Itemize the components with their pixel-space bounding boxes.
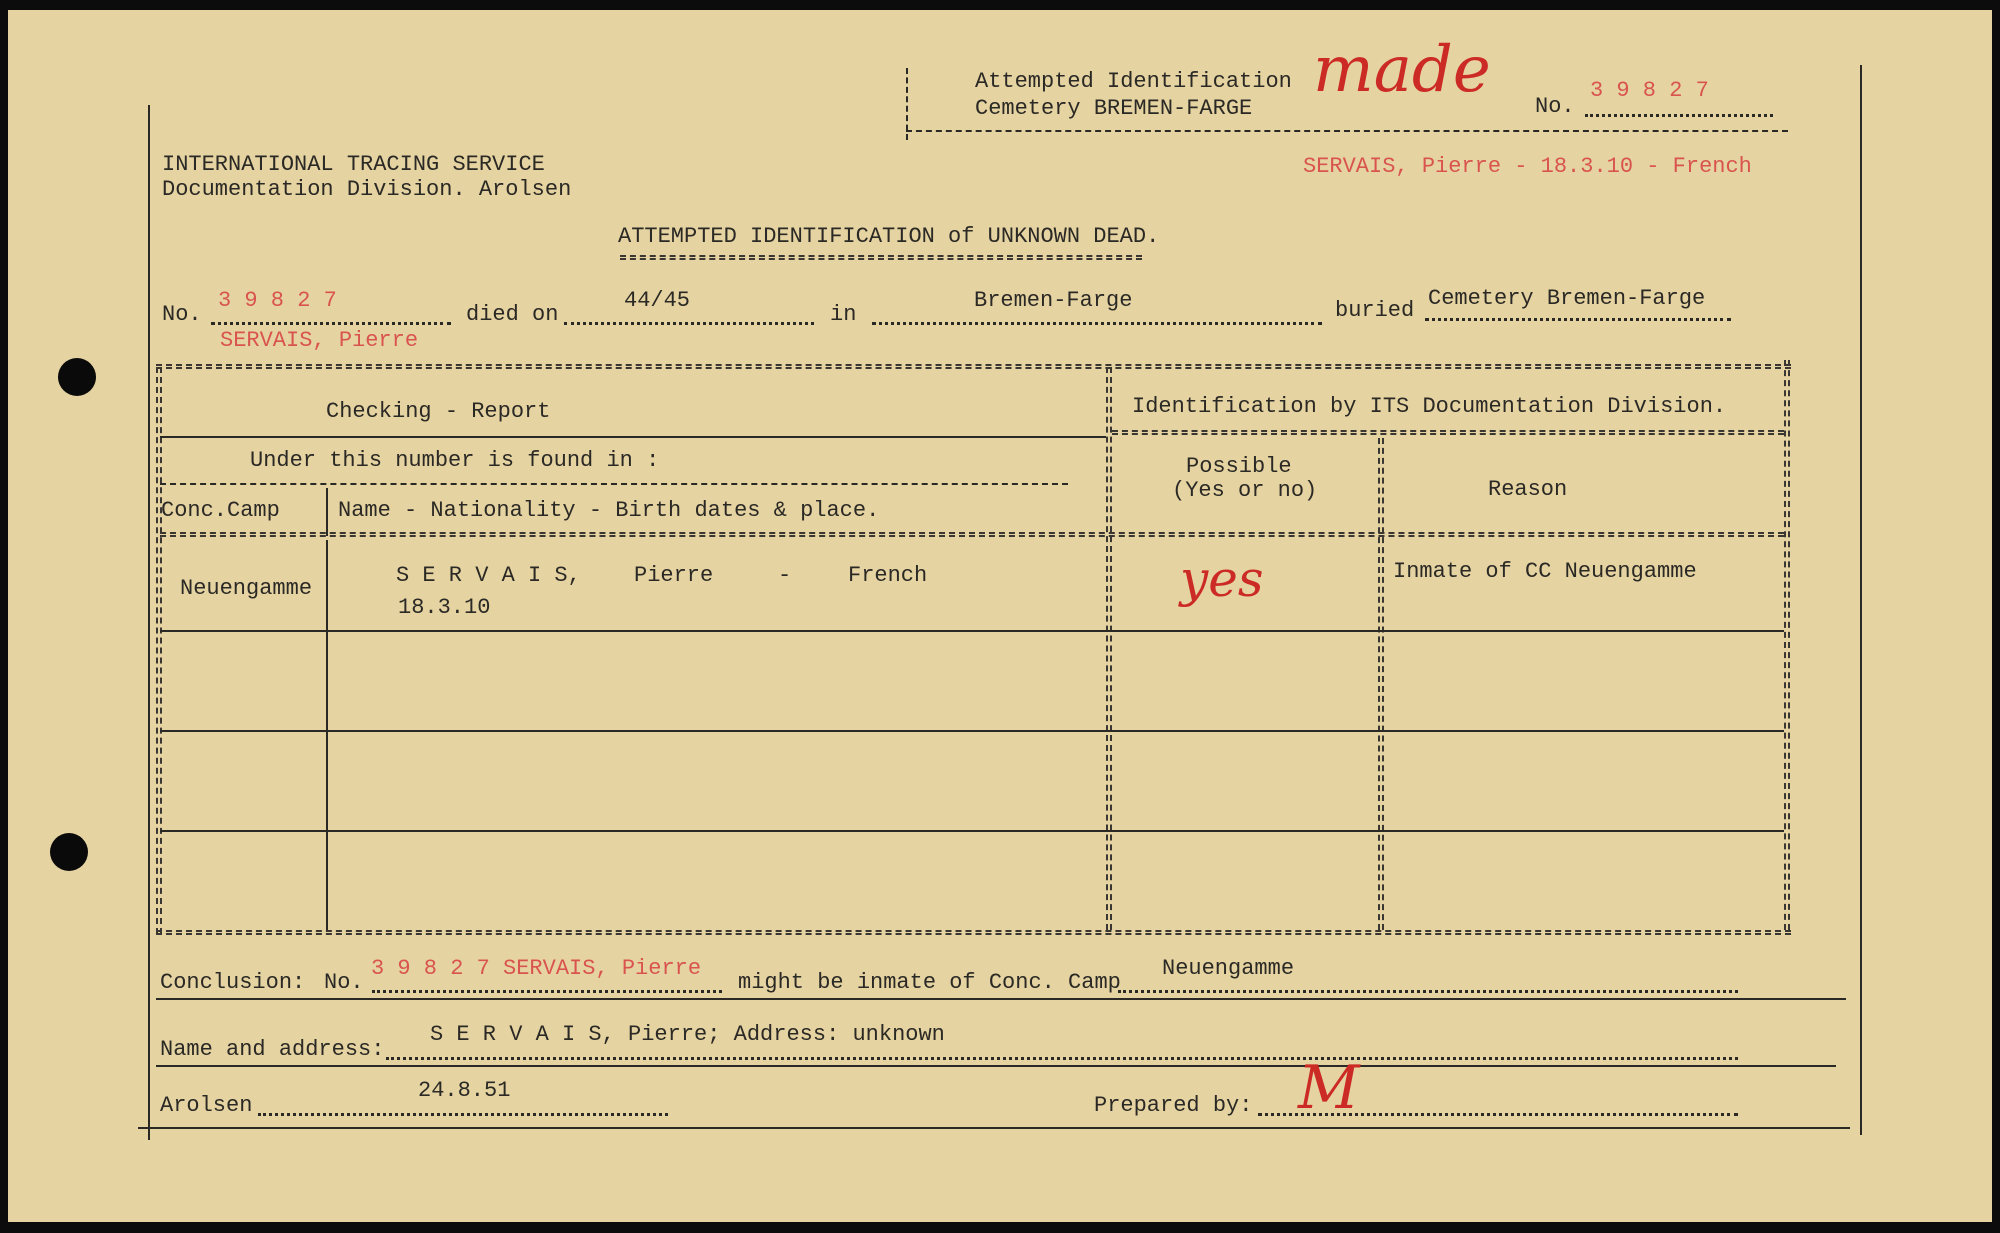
- row1-birth: 18.3.10: [398, 595, 491, 620]
- prepared-by-label: Prepared by:: [1094, 1093, 1253, 1118]
- conclusion-no-value: 3 9 8 2 7 SERVAIS, Pierre: [371, 956, 702, 981]
- conclusion-camp-dots: [1118, 990, 1738, 993]
- arolsen-dots: [258, 1113, 668, 1116]
- died-on-dots: [564, 322, 814, 325]
- row1-possible-handwritten: yes: [1180, 550, 1264, 608]
- row-sep-2: [160, 730, 1784, 732]
- table-right-border: [1784, 360, 1790, 930]
- name-address-label: Name and address:: [160, 1037, 385, 1062]
- arolsen-date: 24.8.51: [418, 1078, 511, 1103]
- conclusion-no-label: No.: [324, 970, 364, 995]
- in-dots: [872, 322, 1322, 325]
- buried-dots: [1425, 318, 1731, 321]
- conclusion-camp-value: Neuengamme: [1162, 956, 1295, 981]
- record-no-value: 3 9 8 2 7: [218, 288, 337, 313]
- record-no-dots: [211, 322, 451, 325]
- col-possible-header-2: (Yes or no): [1172, 478, 1318, 503]
- table-divider-possible: [1378, 438, 1384, 930]
- header-box-line2: Cemetery BREMEN-FARGE: [975, 96, 1253, 121]
- col-divider-camp-header: [326, 488, 328, 536]
- record-name-red: SERVAIS, Pierre: [220, 328, 419, 353]
- conclusion-rule: [156, 998, 1846, 1000]
- table-divider-main: [1106, 367, 1112, 930]
- col-reason-header: Reason: [1488, 477, 1568, 502]
- red-summary: SERVAIS, Pierre - 18.3.10 - French: [1303, 154, 1752, 179]
- in-label: in: [830, 302, 857, 327]
- frame-left-line: [148, 105, 150, 1140]
- col-camp-header: Conc.Camp: [161, 498, 280, 523]
- table-left-border: [156, 367, 162, 934]
- frame-bottom-line: [138, 1127, 1850, 1129]
- punch-hole-top: [58, 358, 96, 396]
- title-underline: [620, 255, 1142, 260]
- row1-forename: Pierre: [634, 563, 714, 588]
- table-bottom-border: [156, 930, 1791, 935]
- table-top-border: [156, 364, 1791, 369]
- under-number-label: Under this number is found in :: [250, 448, 660, 473]
- document-title: ATTEMPTED IDENTIFICATION of UNKNOWN DEAD.: [618, 224, 1160, 249]
- prepared-by-initial: M: [1298, 1053, 1360, 1123]
- header-no-value: 3 9 8 2 7: [1590, 78, 1709, 103]
- org-line1: INTERNATIONAL TRACING SERVICE: [162, 152, 545, 177]
- punch-hole-bottom: [50, 833, 88, 871]
- name-address-dots: [386, 1057, 1738, 1060]
- header-no-label: No.: [1535, 94, 1575, 119]
- row1-nationality: French: [848, 563, 928, 588]
- name-address-rule: [156, 1065, 1836, 1067]
- header-box-bottom: [906, 130, 1788, 132]
- header-no-dots: [1585, 114, 1773, 117]
- row1-camp: Neuengamme: [180, 576, 313, 601]
- died-on-value: 44/45: [624, 288, 691, 313]
- row-sep-1: [160, 630, 1784, 632]
- in-value: Bremen-Farge: [974, 288, 1133, 313]
- conclusion-label: Conclusion:: [160, 970, 306, 995]
- handwritten-made: made: [1313, 33, 1491, 107]
- arolsen-label: Arolsen: [160, 1093, 253, 1118]
- identification-header: Identification by ITS Documentation Division.: [1132, 394, 1727, 419]
- header-box-line1: Attempted Identification: [975, 69, 1292, 94]
- name-address-value: S E R V A I S, Pierre; Address: unknown: [430, 1022, 945, 1047]
- died-on-label: died on: [466, 302, 559, 327]
- org-line2: Documentation Division. Arolsen: [162, 177, 572, 202]
- buried-label: buried: [1335, 298, 1415, 323]
- frame-right-line: [1860, 65, 1862, 1135]
- conclusion-no-dots: [372, 990, 722, 993]
- col-header-sep: [160, 532, 1784, 537]
- checking-report-header: Checking - Report: [326, 399, 551, 424]
- col-possible-header-1: Possible: [1186, 454, 1292, 479]
- header-sep-left: [160, 436, 1106, 438]
- col-name-header: Name - Nationality - Birth dates & place.: [338, 498, 880, 523]
- record-no-label: No.: [162, 302, 202, 327]
- row1-dash: -: [778, 563, 792, 588]
- document-card: [8, 10, 1992, 1222]
- conclusion-mid-text: might be inmate of Conc. Camp: [738, 970, 1121, 995]
- under-number-line: [160, 483, 1068, 485]
- col-divider-camp-body: [326, 540, 328, 930]
- row1-surname: S E R V A I S,: [396, 563, 581, 588]
- header-sep-right: [1112, 430, 1784, 435]
- row1-reason: Inmate of CC Neuengamme: [1393, 559, 1697, 584]
- buried-value: Cemetery Bremen-Farge: [1428, 286, 1706, 311]
- row-sep-3: [160, 830, 1784, 832]
